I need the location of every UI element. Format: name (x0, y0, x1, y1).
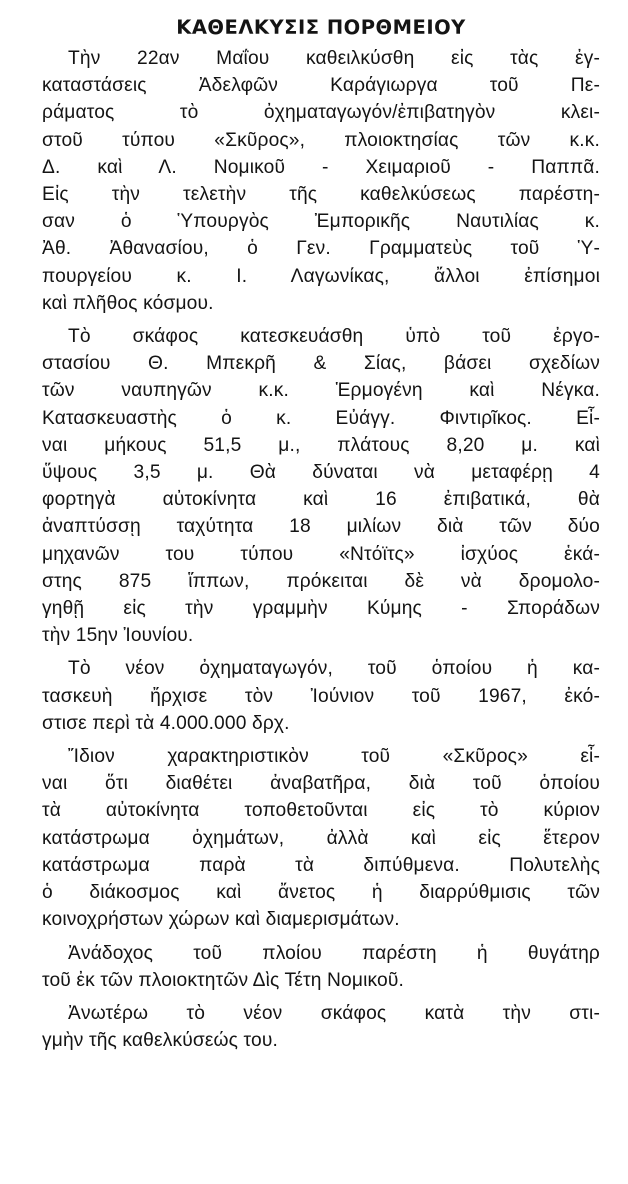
text-line: ὕψους 3,5 μ. Θὰ δύναται νὰ μεταφέρῃ 4 (42, 462, 600, 484)
text-line: πουργείου κ. Ι. Λαγωνίκας, ἄλλοι ἐπίσημοι (42, 265, 600, 287)
text-line: Ἀνάδοχος τοῦ πλοίου παρέστη ἡ θυγάτηρ (68, 942, 600, 964)
text-line: καταστάσεις Ἀδελφῶν Καράγιωργα τοῦ Πε- (42, 75, 600, 97)
paragraph-1 (42, 45, 600, 317)
paragraph-2 (42, 323, 600, 649)
paragraph-3 (42, 655, 600, 737)
text-line: σαν ὁ Ὑπουργὸς Ἐμπορικῆς Ναυτιλίας κ. (42, 211, 600, 233)
text-line: τὴν 15ην Ἰουνίου. (42, 625, 194, 647)
text-line: Κατασκευαστὴς ὁ κ. Εὐάγγ. Φιντιρῖκος. Εἶ- (42, 407, 600, 429)
text-line: τὰ αὐτοκίνητα τοποθετοῦνται εἰς τὸ κύριον (42, 800, 600, 822)
text-line: τασκευὴ ἤρχισε τὸν Ἰούνιον τοῦ 1967, ἐκό- (42, 685, 600, 707)
text-line: κατάστρωμα ὀχημάτων, ἀλλὰ καὶ εἰς ἕτερον (42, 827, 600, 849)
text-line: Τὸ σκάφος κατεσκευάσθη ὑπὸ τοῦ ἐργο- (68, 326, 600, 348)
text-line: στης 875 ἵππων, πρόκειται δὲ νὰ δρομολο- (42, 570, 600, 592)
text-line: Ἀνωτέρω τὸ νέον σκάφος κατὰ τὴν στι- (68, 1002, 600, 1024)
text-line: ὁ διάκοσμος καὶ ἄνετος ἡ διαρρύθμισις τῶν (42, 882, 600, 904)
text-line: Δ. καὶ Λ. Νομικοῦ - Χειμαριοῦ - Παππᾶ. (42, 156, 600, 178)
text-line: κατάστρωμα παρὰ τὰ διπύθμενα. Πολυτελὴς (42, 854, 600, 876)
text-line: γμὴν τῆς καθελκύσεώς του. (42, 1030, 278, 1052)
article-title: ΚΑΘΕΛΚΥΣΙΣ ΠΟΡΘΜΕΙΟΥ (176, 16, 466, 39)
text-line: φορτηγὰ αὐτοκίνητα καὶ 16 ἐπιβατικά, θὰ (42, 489, 600, 511)
text-line: ναι μήκους 51,5 μ., πλάτους 8,20 μ. καὶ (42, 434, 600, 456)
text-line: γηθῇ εἰς τὴν γραμμὴν Κύμης - Σποράδων (42, 598, 600, 620)
text-line: ράματος τὸ ὀχηματαγωγόν/ἐπιβατηγὸν κλει- (42, 102, 600, 124)
text-line: μηχανῶν του τύπου «Ντόϊτς» ἰσχύος ἑκά- (42, 543, 600, 565)
text-line: στισε περὶ τὰ 4.000.000 δρχ. (42, 712, 290, 734)
text-line: τῶν ναυπηγῶν κ.κ. Ἑρμογένη καὶ Νέγκα. (42, 380, 600, 402)
paragraph-6 (42, 1000, 600, 1054)
text-line: ἀναπτύσσῃ ταχύτητα 18 μιλίων διὰ τῶν δύο (42, 516, 600, 538)
paragraph-5 (42, 940, 600, 994)
text-line: καὶ πλῆθος κόσμου. (42, 292, 214, 314)
paragraph-4 (42, 743, 600, 933)
text-line: Ἀθ. Ἀθανασίου, ὁ Γεν. Γραμματεὺς τοῦ Ὑ- (42, 238, 600, 260)
article-body (42, 45, 600, 1054)
text-line: Τὴν 22αν Μαΐου καθειλκύσθη εἰς τὰς ἐγ- (68, 48, 600, 69)
article (42, 14, 600, 1060)
text-line: κοινοχρήστων χώρων καὶ διαμερισμάτων. (42, 909, 400, 931)
text-line: στασίου Θ. Μπεκρῆ & Σίας, βάσει σχεδίων (42, 353, 600, 375)
text-line: Τὸ νέον ὀχηματαγωγόν, τοῦ ὁποίου ἡ κα- (68, 658, 600, 680)
text-line: Ἴδιον χαρακτηριστικὸν τοῦ «Σκῦρος» εἶ- (68, 746, 600, 768)
text-line: Εἰς τὴν τελετὴν τῆς καθελκύσεως παρέστη- (42, 184, 600, 206)
text-line: ναι ὅτι διαθέτει ἀναβατῆρα, διὰ τοῦ ὁποίου (42, 773, 600, 795)
text-line: στοῦ τύπου «Σκῦρος», πλοιοκτησίας τῶν κ.κ. (42, 129, 600, 151)
text-line: τοῦ ἐκ τῶν πλοιοκτητῶν Δὶς Τέτη Νομικοῦ. (42, 969, 404, 991)
